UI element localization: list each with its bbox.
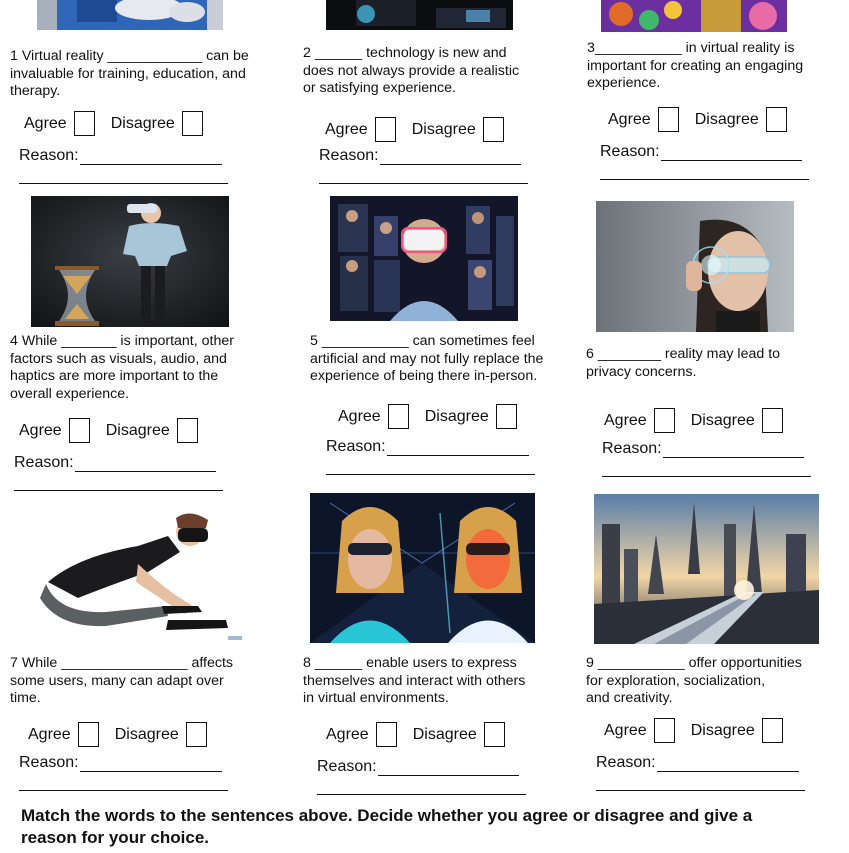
image-card-7 [18, 494, 243, 642]
image-card-1 [37, 0, 223, 30]
statement-1: 1 Virtual reality ____________ can be invaluable for training, education, and therapy. [10, 48, 249, 99]
disagree-checkbox[interactable] [177, 418, 198, 443]
agree-checkbox[interactable] [654, 718, 675, 743]
reason-field-3 [600, 143, 802, 161]
reason-line[interactable] [380, 148, 521, 165]
reason-label: Reason: [19, 147, 79, 164]
reason-line-2[interactable] [19, 790, 228, 791]
disagree-checkbox[interactable] [766, 107, 787, 132]
image-card-9 [594, 494, 819, 644]
reason-line-2[interactable] [319, 183, 528, 184]
choice-row-9 [604, 718, 799, 743]
image-card-4 [31, 196, 229, 327]
reason-label: Reason: [14, 454, 74, 471]
reason-field-2 [319, 147, 521, 165]
reason-label: Reason: [596, 754, 656, 771]
reason-line-2[interactable] [602, 476, 811, 477]
disagree-checkbox[interactable] [762, 408, 783, 433]
reason-field-9 [596, 754, 799, 772]
reason-line[interactable] [657, 755, 799, 772]
statement-4: 4 While _______ is important, other factors such as visuals, audio, and haptics are more important to the overall experience. [10, 333, 234, 402]
reason-line-2[interactable] [14, 490, 223, 491]
agree-checkbox[interactable] [658, 107, 679, 132]
disagree-label: Disagree [110, 114, 175, 132]
reason-label: Reason: [326, 438, 386, 455]
instructions-text: Match the words to the sentences above. Decide whether you agree or disagree and give a reason for your choice. [21, 806, 753, 847]
disagree-label: Disagree [411, 120, 476, 138]
agree-label: Agree [604, 721, 647, 739]
reason-field-8 [317, 758, 519, 776]
reason-line[interactable] [387, 439, 529, 456]
agree-label: Agree [19, 421, 62, 439]
disagree-label: Disagree [690, 411, 755, 429]
agree-checkbox[interactable] [69, 418, 90, 443]
image-card-2 [326, 0, 513, 30]
statement-3: 3___________ in virtual reality is important for creating an engaging experience. [587, 40, 804, 91]
statement-2: 2 ______ technology is new and does not always provide a realistic or satisfying experience. [303, 45, 520, 96]
reason-label: Reason: [317, 758, 377, 775]
reason-line-2[interactable] [600, 179, 809, 180]
choice-row-7 [28, 722, 223, 747]
agree-checkbox[interactable] [388, 404, 409, 429]
choice-row-3 [608, 107, 803, 132]
reason-field-5 [326, 438, 529, 456]
image-card-3 [601, 0, 787, 32]
agree-checkbox[interactable] [375, 117, 396, 142]
choice-row-5 [338, 404, 533, 429]
disagree-label: Disagree [424, 407, 489, 425]
choice-row-6 [604, 408, 799, 433]
reason-line[interactable] [378, 759, 519, 776]
reason-field-7 [19, 754, 222, 772]
reason-line-2[interactable] [596, 790, 805, 791]
agree-label: Agree [325, 120, 368, 138]
disagree-label: Disagree [412, 725, 477, 743]
disagree-checkbox[interactable] [484, 722, 505, 747]
reason-field-1 [19, 147, 222, 165]
agree-checkbox[interactable] [376, 722, 397, 747]
agree-label: Agree [24, 114, 67, 132]
agree-checkbox[interactable] [78, 722, 99, 747]
reason-line[interactable] [80, 755, 222, 772]
statement-6: 6 ________ reality may lead to privacy concerns. [586, 346, 781, 380]
image-card-6 [596, 201, 794, 332]
statement-7: 7 While ________________ affects some users, many can adapt over time. [10, 655, 233, 706]
reason-line-2[interactable] [326, 474, 535, 475]
reason-line[interactable] [661, 144, 802, 161]
reason-field-4 [14, 454, 216, 472]
agree-label: Agree [326, 725, 369, 743]
reason-label: Reason: [19, 754, 79, 771]
reason-line-2[interactable] [317, 794, 526, 795]
disagree-label: Disagree [105, 421, 170, 439]
reason-label: Reason: [319, 147, 379, 164]
reason-label: Reason: [602, 440, 662, 457]
disagree-checkbox[interactable] [496, 404, 517, 429]
agree-label: Agree [338, 407, 381, 425]
reason-label: Reason: [600, 143, 660, 160]
image-card-5 [330, 196, 518, 321]
disagree-checkbox[interactable] [182, 111, 203, 136]
statement-9: 9 ___________ offer opportunities for exploration, socialization, and creativity. [586, 655, 802, 706]
disagree-checkbox[interactable] [483, 117, 504, 142]
choice-row-8 [326, 722, 521, 747]
statement-5: 5 ___________ can sometimes feel artificial and may not fully replace the experience of being there in-person. [310, 333, 544, 384]
disagree-label: Disagree [114, 725, 179, 743]
reason-line-2[interactable] [19, 183, 228, 184]
statement-8: 8 ______ enable users to express themselves and interact with others in virtual environments. [303, 655, 526, 706]
agree-label: Agree [604, 411, 647, 429]
reason-line[interactable] [75, 455, 216, 472]
agree-checkbox[interactable] [654, 408, 675, 433]
choice-row-1 [24, 111, 219, 136]
choice-row-4 [19, 418, 214, 443]
image-card-8 [310, 493, 535, 643]
reason-field-6 [602, 440, 804, 458]
agree-checkbox[interactable] [74, 111, 95, 136]
agree-label: Agree [28, 725, 71, 743]
reason-line[interactable] [80, 148, 222, 165]
disagree-label: Disagree [690, 721, 755, 739]
choice-row-2 [325, 117, 520, 142]
disagree-checkbox[interactable] [186, 722, 207, 747]
disagree-checkbox[interactable] [762, 718, 783, 743]
reason-line[interactable] [663, 441, 804, 458]
agree-label: Agree [608, 110, 651, 128]
disagree-label: Disagree [694, 110, 759, 128]
